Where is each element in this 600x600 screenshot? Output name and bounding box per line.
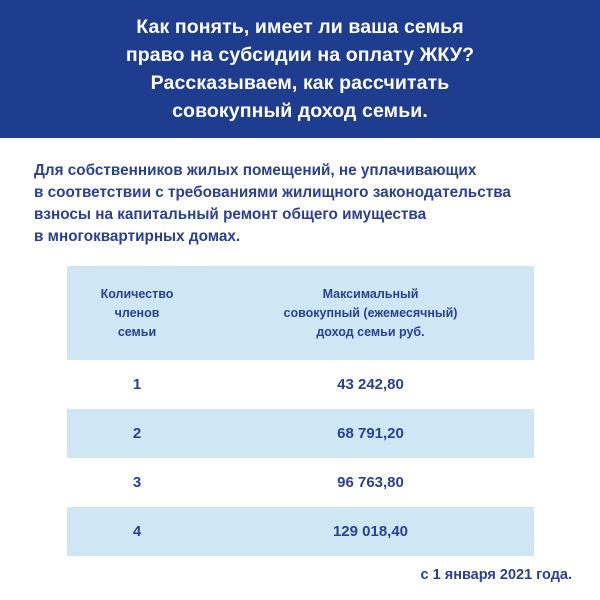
members-cell: 1 [132,376,142,393]
title-line: совокупный доход семьи. [172,100,428,122]
income-cell: 43 242,80 [337,376,404,393]
table-row [67,507,534,556]
income-table [67,266,534,556]
intro-line: в многоквартирных домах. [34,228,241,245]
income-cell: 96 763,80 [337,474,404,491]
members-cell: 2 [132,425,142,442]
header-text: семьи [117,324,157,339]
members-cell: 3 [132,474,142,491]
table-row [67,409,534,458]
title-line: Как понять, имеет ли ваша семья [136,16,464,38]
members-cell: 4 [132,523,142,540]
title-banner [0,0,600,138]
header-text: Максимальный [322,286,419,301]
header-text: совокупный (ежемесячный) [283,305,458,320]
income-cell: 68 791,20 [337,425,404,442]
header-text: доход семьи руб. [316,324,425,339]
table-row [67,458,534,507]
intro-line: Для собственников жилых помещений, не уплачивающих [34,162,477,179]
income-cell: 129 018,40 [332,523,409,540]
title-line: Рассказываем, как рассчитать [150,72,450,94]
table-row [67,360,534,409]
header-text: членов [114,305,160,320]
header-income [207,266,534,360]
intro-line: взносы на капитальный ремонт общего имущества [34,206,427,223]
header-text: Количество [100,286,174,301]
intro-paragraph [34,160,594,248]
title-line: право на субсидии на оплату ЖКУ? [125,44,475,66]
header-members [67,266,207,360]
effective-date-note: с 1 января 2021 года. [420,567,572,583]
intro-line: в соответствии с требованиями жилищного законодательства [34,184,511,201]
table-header-row [67,266,534,360]
